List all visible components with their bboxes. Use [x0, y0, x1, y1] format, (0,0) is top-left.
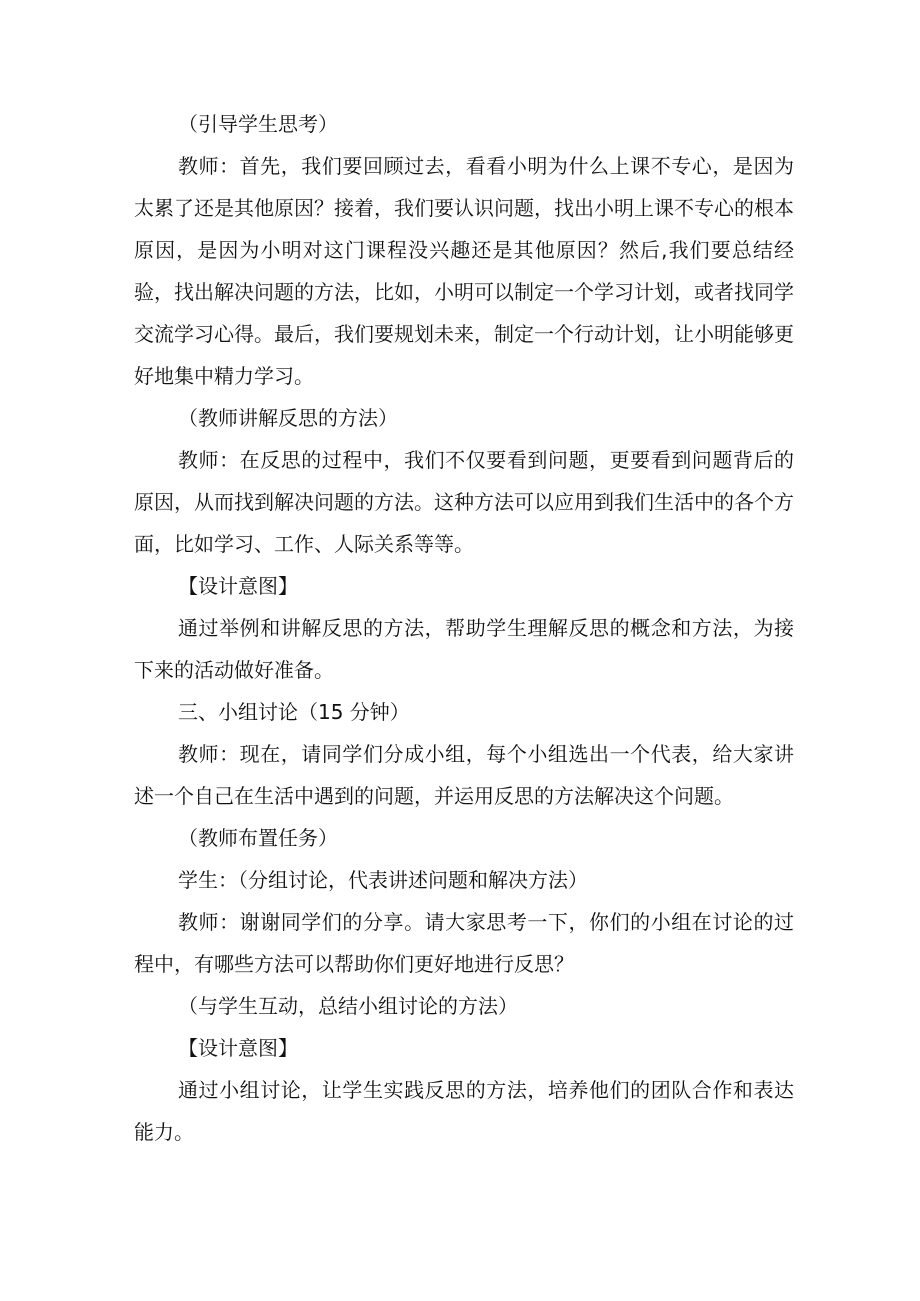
paragraph-teacher-explains-method: （教师讲解反思的方法）	[178, 406, 398, 430]
paragraph-teacher-assigns-task: （教师布置任务）	[178, 826, 338, 850]
paragraph-teacher-thanks: 教师：谢谢同学们的分享。请大家思考一下，你们的小组在讨论的过程中，有哪些方法可以帮助你们更好地进行反思？	[134, 910, 794, 976]
paragraph-students-discuss: 学生：（分组讨论，代表讲述问题和解决方法）	[178, 868, 588, 892]
paragraph-teacher-reflection-steps: 教师：首先，我们要回顾过去，看看小明为什么上课不专心，是因为太累了还是其他原因？接着，我们要认识问题，找出小明上课不专心的根本原因，是因为小明对这门课程没兴趣还是其他原因？然后,我们要总结经验，找出解决问题的方法，比如，小明可以制定一个学习计划，或者找同学交流学习心得。最后，我们要规划未来，制定一个行动计划，让小明能够更好地集中精力学习。	[134, 154, 794, 388]
paragraph-teacher-reflection-process: 教师：在反思的过程中，我们不仅要看到问题，更要看到问题背后的原因，从而找到解决问题的方法。这种方法可以应用到我们生活中的各个方面，比如学习、工作、人际关系等等。	[134, 448, 794, 556]
design-intent-heading-1: 【设计意图】	[178, 574, 298, 598]
paragraph-design-intent-2: 通过小组讨论，让学生实践反思的方法，培养他们的团队合作和表达能力。	[134, 1078, 794, 1144]
paragraph-interaction-summary: （与学生互动，总结小组讨论的方法）	[178, 994, 518, 1018]
document-body	[134, 103, 794, 1153]
paragraph-teacher-group-instruction: 教师：现在，请同学们分成小组，每个小组选出一个代表，给大家讲述一个自己在生活中遇到的问题，并运用反思的方法解决这个问题。	[134, 742, 794, 808]
section-heading-group-discussion: 三、小组讨论（15 分钟）	[178, 700, 410, 724]
design-intent-heading-2: 【设计意图】	[178, 1036, 298, 1060]
paragraph-design-intent-1: 通过举例和讲解反思的方法，帮助学生理解反思的概念和方法，为接下来的活动做好准备。	[134, 616, 794, 682]
paragraph-guide-thinking: （引导学生思考）	[178, 112, 338, 136]
